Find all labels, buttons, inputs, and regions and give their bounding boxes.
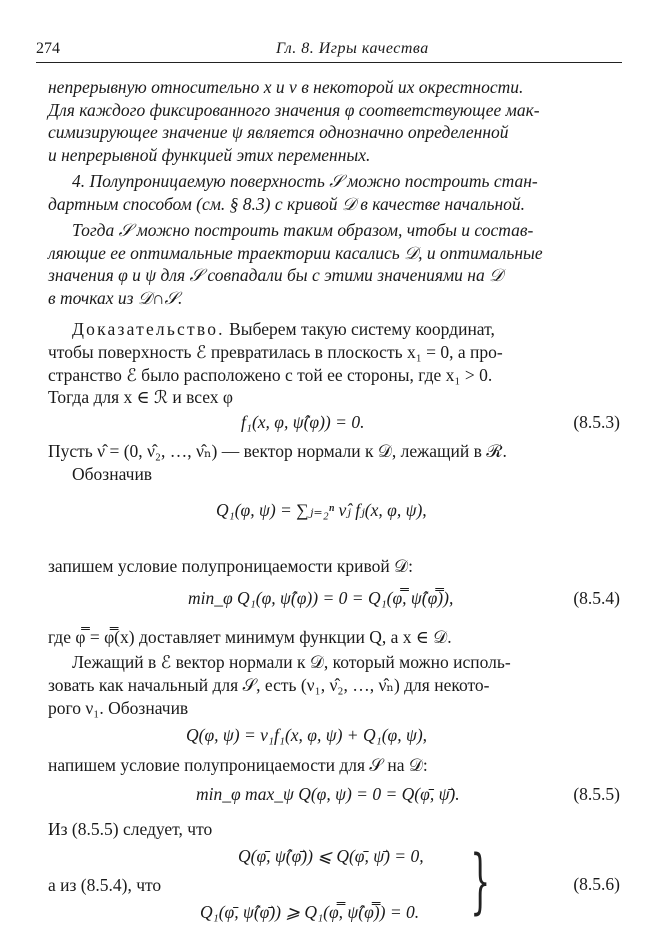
text-line: Тогда 𝒮 можно построить таким образом, чтобы и состав- (72, 220, 534, 240)
text-line: Из (8.5.5) следует, что (48, 819, 213, 839)
text-line: чтобы поверхность ℰ превратилась в плоскость x₁ = 0, а про- (48, 342, 503, 362)
equation-body: Q(φ, ψ) = ν₁f₁(x, φ, ψ) + Q₁(φ, ψ), (186, 725, 428, 745)
text-line: Тогда для x ∈ ℛ и всех φ (48, 387, 233, 407)
text-line: странство ℰ было расположено с той ее стороны, где x₁ > 0. (48, 365, 493, 385)
equation-body: Q₁(φ, ψ) = ∑ⱼ₌₂ⁿ ν̂ⱼ fⱼ(x, φ, ψ), (216, 500, 427, 520)
text-line: где φ̿ = φ̿(x) доставляет минимум функции Q, а x ∈ 𝒟. (48, 627, 452, 647)
equation-body: Q₁(φ̄, ψ̂(φ̄)) ⩾ Q₁(φ̿, ψ̂(φ̿)) = 0. (200, 902, 420, 922)
proof-line (48, 318, 620, 341)
text-line: значения φ и ψ для 𝒮 совпадали бы с этими значениями на 𝒟 (48, 265, 504, 285)
running-title: Гл. 8. Игры качества (276, 40, 429, 57)
equation-body: min_φ max_ψ Q(φ, ψ) = 0 = Q(φ̄, ψ̄). (196, 784, 460, 804)
equation-number: (8.5.3) (573, 412, 620, 432)
text-line: зовать как начальный для 𝒮, есть (ν₁, ν̂₂, …, ν̂ₙ) для некото- (48, 675, 490, 695)
equation-number: (8.5.6) (573, 874, 620, 894)
page-header (36, 36, 622, 63)
text-line: Лежащий в ℰ вектор нормали к 𝒟, который можно исполь- (72, 652, 511, 672)
page-number: 274 (36, 40, 60, 57)
equation-body: min_φ Q₁(φ, ψ̂(φ)) = 0 = Q₁(φ̿, ψ̂(φ̿)), (188, 588, 454, 608)
text-line: Для каждого фиксированного значения φ соответствующее мак- (48, 100, 540, 120)
text-line: Выберем такую систему координат, (224, 319, 495, 339)
text-line: запишем условие полупроницаемости кривой 𝒟: (48, 556, 413, 576)
equation-body: f₁(x, φ, ψ̂(φ)) = 0. (241, 412, 365, 432)
text-line: ляющие ее оптимальные траектории касались 𝒟, и оптимальные (48, 243, 543, 263)
proof-heading: Доказательство. (72, 319, 225, 339)
text-line: в точках из 𝒟∩𝒮. (48, 288, 183, 308)
text-line: Пусть ν̂ = (0, ν̂₂, …, ν̂ₙ) — вектор нормали к 𝒟, лежащий в ℛ. (48, 441, 507, 461)
text-line: рого ν₁. Обозначив (48, 698, 189, 718)
text-line: напишем условие полупроницаемости для 𝒮 на 𝒟: (48, 755, 428, 775)
text-line: дартным способом (см. § 8.3) с кривой 𝒟 в качестве начальной. (48, 194, 525, 214)
text-line: 4. Полупроницаемую поверхность 𝒮 можно построить стан- (72, 171, 538, 191)
equation-number: (8.5.4) (573, 588, 620, 608)
right-brace: } (470, 840, 491, 922)
text-line: Обозначив (72, 464, 153, 484)
text-line: а из (8.5.4), что (48, 875, 162, 895)
equation-number: (8.5.5) (573, 784, 620, 804)
text-line: непрерывную относительно x и ν в некоторой их окрестности. (48, 77, 524, 97)
text-line: и непрерывной функцией этих переменных. (48, 145, 371, 165)
text-line: симизирующее значение ψ является однозначно определенной (48, 122, 509, 142)
equation-body: Q(φ̄, ψ̂(φ̄)) ⩽ Q(φ̄, ψ̄) = 0, (238, 846, 424, 866)
